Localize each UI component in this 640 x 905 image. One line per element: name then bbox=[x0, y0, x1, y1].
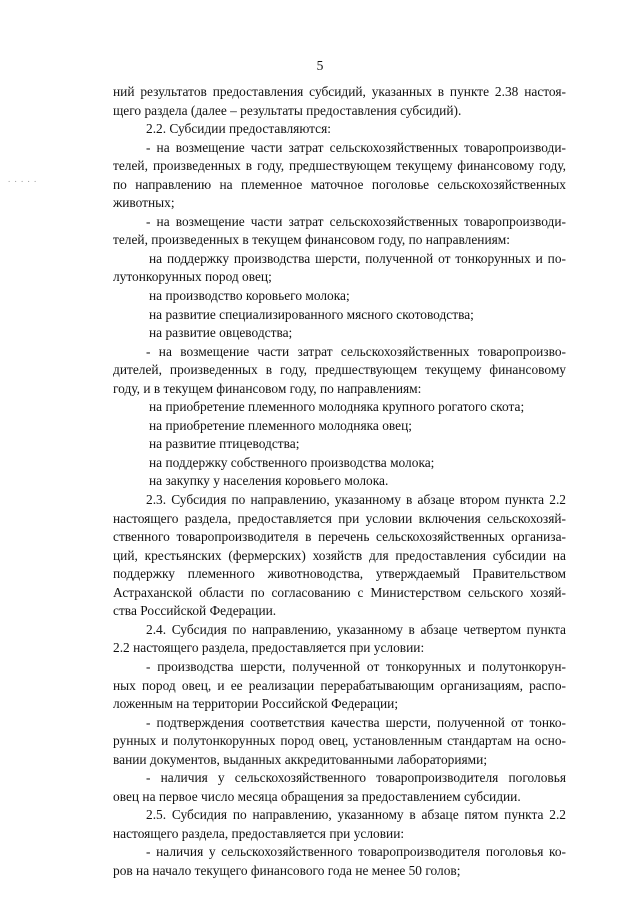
text-line: ций, крестьянских (фермерских) хозяйств для предоставления субсидии на bbox=[113, 547, 566, 563]
margin-mark: . . . . . bbox=[8, 174, 38, 184]
document-body bbox=[113, 83, 566, 881]
text-line: ний результатов предоставления субсидий, указанных в пункте 2.38 настоя- bbox=[113, 84, 566, 99]
text-line: - на возмещение части затрат сельскохозяйственных товаропроизводи- bbox=[146, 139, 566, 155]
text-line: настоящего раздела, предоставляется при условии: bbox=[113, 825, 405, 841]
text-line: животных; bbox=[113, 195, 175, 211]
text-line: Астраханской области по согласованию с Министерством сельского хозяй- bbox=[113, 584, 566, 600]
text-line: 2.2. Субсидии предоставляются: bbox=[146, 121, 331, 137]
text-line: на производство коровьего молока; bbox=[149, 288, 350, 304]
text-line: 2.3. Субсидия по направлению, указанному в абзаце втором пункта 2.2 bbox=[146, 492, 566, 508]
text-line: вании документов, выданных аккредитованными лабораториями; bbox=[113, 751, 488, 767]
text-line: на приобретение племенного молодняка овец; bbox=[149, 417, 412, 433]
text-line: - подтверждения соответствия качества шерсти, полученной от тонко- bbox=[146, 714, 566, 730]
text-line: дителей, произведенных в году, предшествующем текущему финансовому bbox=[113, 362, 566, 378]
text-line: ства Российской Федерации. bbox=[113, 603, 277, 619]
text-line: поддержку племенного животноводства, утверждаемый Правительством bbox=[113, 566, 566, 582]
text-line: овец на первое число месяца обращения за предоставлением субсидии. bbox=[113, 788, 521, 804]
text-line: на поддержку собственного производства молока; bbox=[149, 454, 435, 470]
text-line: 2.4. Субсидия по направлению, указанному в абзаце четвертом пункта bbox=[146, 621, 566, 637]
text-line: телей, произведенных в году, предшествующем текущему финансовому году, bbox=[113, 158, 566, 174]
text-line: - наличия у сельскохозяйственного товаропроизводителя поголовья ко- bbox=[146, 844, 566, 860]
text-line: рунных и полутонкорунных пород овец, установленным стандартам на осно- bbox=[113, 733, 566, 749]
text-line: - на возмещение части затрат сельскохозяйственных товаропроизво- bbox=[146, 343, 566, 359]
text-line: по направлению на племенное маточное поголовье сельскохозяйственных bbox=[113, 176, 566, 192]
text-line: ров на начало текущего финансового года не менее 50 голов; bbox=[113, 862, 461, 878]
text-line: ложенным на территории Российской Федерации; bbox=[113, 696, 399, 712]
text-line: ственного товаропроизводителя в перечень сельскохозяйственных организа- bbox=[113, 529, 566, 545]
text-line: на развитие овцеводства; bbox=[149, 325, 293, 341]
text-line: телей, произведенных в текущем финансовом году, по направлениям: bbox=[113, 232, 510, 248]
text-line: 2.5. Субсидия по направлению, указанному в абзаце пятом пункта 2.2 bbox=[146, 807, 566, 823]
text-line: на развитие птицеводства; bbox=[149, 436, 300, 452]
text-line: - на возмещение части затрат сельскохозяйственных товаропроизводи- bbox=[146, 213, 566, 229]
text-line: на приобретение племенного молодняка крупного рогатого скота; bbox=[149, 399, 525, 415]
page-number: 5 bbox=[316, 58, 324, 73]
text-line: на поддержку производства шерсти, полученной от тонкорунных и по- bbox=[149, 250, 566, 266]
text-line: - производства шерсти, полученной от тонкорунных и полутонкорун- bbox=[146, 658, 566, 674]
text-line: на развитие специализированного мясного скотоводства; bbox=[149, 306, 474, 322]
text-line: щего раздела (далее – результаты предоставления субсидий). bbox=[113, 102, 462, 118]
text-line: году, и в текущем финансовом году, по направлениям: bbox=[113, 380, 422, 396]
text-line: лутонкорунных пород овец; bbox=[113, 269, 272, 285]
text-line: на закупку у населения коровьего молока. bbox=[149, 473, 389, 489]
text-line: настоящего раздела, предоставляется при условии включения сельскохозяй- bbox=[113, 510, 566, 526]
text-line: - наличия у сельскохозяйственного товаропроизводителя поголовья bbox=[146, 770, 566, 786]
text-line: ных пород овец, и ее реализации перерабатывающим организациям, распо- bbox=[113, 677, 566, 693]
text-line: 2.2 настоящего раздела, предоставляется при условии: bbox=[113, 640, 425, 656]
